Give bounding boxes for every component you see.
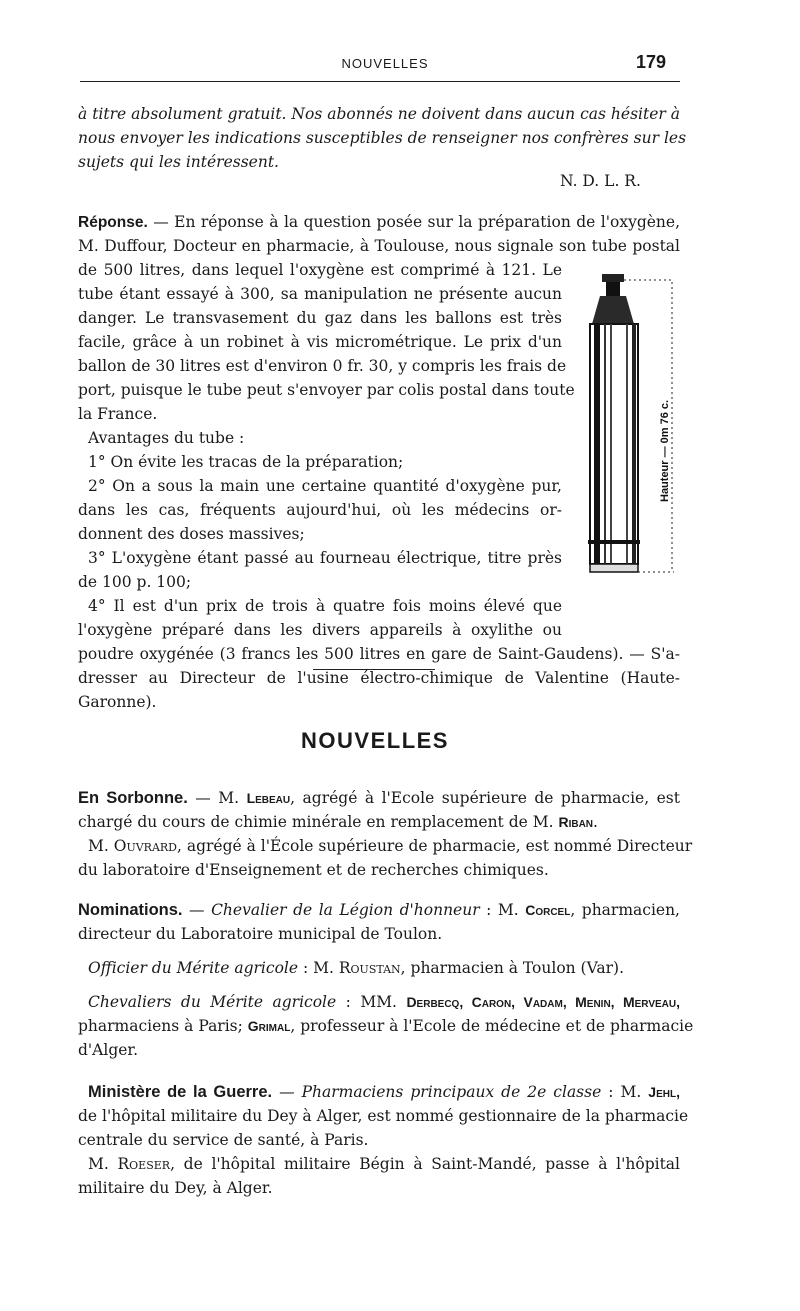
section-divider [313,669,435,670]
chevaliers-line: pharmaciens à Paris; Grimal, professeur à l'Ecole de médecine et de pharmacie [78,1017,694,1035]
guerre-label: Ministère de la Guerre. [88,1083,273,1101]
reponse-line: l'oxygène préparé dans les divers appareils à oxylithe ou [78,621,562,639]
nominations-label: Nominations. [78,901,183,919]
person-names: Derbecq, Caron, Vadam, Menin, Merveau, [406,994,681,1010]
reponse-line: Réponse. — En réponse à la question posée sur la préparation de l'oxygène, [78,213,680,231]
reponse-line: Garonne). [78,693,157,711]
sorbonne-line: En Sorbonne. — M. Lebeau, agrégé à l'Ecole supérieure de pharmacie, est [78,789,680,807]
reponse-line: danger. Le transvasement du gaz dans les ballons est très [78,309,562,327]
guerre-line: centrale du service de santé, à Paris. [78,1131,369,1149]
person-name: Jehl, [648,1084,680,1100]
intro-line: nous envoyer les indications susceptibles de renseigner nos confrères sur les [78,129,687,147]
reponse-line: de 500 litres, dans lequel l'oxygène est comprimé à 121. Le [78,261,562,279]
header-rule [80,81,680,82]
reponse-line: ballon de 30 litres est d'environ 0 fr. 30, y compris les frais de [78,357,567,375]
nominations-line: directeur du Laboratoire municipal de Toulon. [78,925,443,943]
reponse-line: 1° On évite les tracas de la préparation; [88,453,404,471]
reponse-line: facile, grâce à un robinet à vis micrométrique. Le prix d'un [78,333,562,351]
running-header: NOUVELLES [341,56,429,71]
person-name: Lebeau [246,790,291,806]
reponse-line: la France. [78,405,158,423]
oxygen-tube-figure [576,272,680,582]
person-name: Roustan [338,959,401,977]
reponse-label: Réponse. [78,214,148,231]
sorbonne-label: En Sorbonne. [78,789,188,807]
officier-line: Officier du Mérite agricole : M. Roustan, pharmacien à Toulon (Var). [88,959,624,977]
person-name: Riban [558,814,594,830]
reponse-line: 4° Il est d'un prix de trois à quatre fois moins élevé que [88,597,562,615]
reponse-line: donnent des doses massives; [78,525,305,543]
guerre-line: militaire du Dey, à Alger. [78,1179,273,1197]
sorbonne-line: M. Ouvrard, agrégé à l'École supérieure de pharmacie, est nommé Directeur [88,837,693,855]
person-name: Ouvrard [113,837,177,855]
reponse-line: 3° L'oxygène étant passé au fourneau électrique, titre près [88,549,562,567]
reponse-line: M. Duffour, Docteur en pharmacie, à Toulouse, nous signale son tube postal [78,237,680,255]
section-title: NOUVELLES [301,728,449,753]
reponse-line: poudre oxygénée (3 francs les 500 litres en gare de Saint-Gaudens). — S'a- [78,645,680,663]
sorbonne-line: du laboratoire d'Enseignement et de recherches chimiques. [78,861,549,879]
guerre-line: de l'hôpital militaire du Dey à Alger, est nommé gestionnaire de la pharmacie [78,1107,689,1125]
page-number: 179 [636,52,667,72]
reponse-line: dans les cas, fréquents aujourd'hui, où les médecins or- [78,501,562,519]
person-name: Roeser [117,1155,171,1173]
reponse-line: 2° On a sous la main une certaine quantité d'oxygène pur, [88,477,562,495]
reponse-line: dresser au Directeur de l'usine électro-chimique de Valentine (Haute- [78,669,680,687]
reponse-line: Avantages du tube : [88,429,245,447]
reponse-line: tube étant essayé à 300, sa manipulation ne présente aucun [78,285,562,303]
guerre-line: M. Roeser, de l'hôpital militaire Bégin à Saint-Mandé, passe à l'hôpital [88,1155,680,1173]
editor-signature: N. D. L. R. [560,172,641,190]
reponse-line: de 100 p. 100; [78,573,192,591]
person-name: Grimal [247,1018,291,1034]
nominations-line: Nominations. — Chevalier de la Légion d'honneur : M. Corcel, pharmacien, [78,901,680,919]
reponse-line: port, puisque le tube peut s'envoyer par colis postal dans toute [78,381,575,399]
chevaliers-line: d'Alger. [78,1041,139,1059]
person-name: Corcel [525,902,571,918]
intro-line: sujets qui les intéressent. [78,153,279,171]
chevaliers-line: Chevaliers du Mérite agricole : MM. Derbecq, Caron, Vadam, Menin, Merveau, [88,993,681,1011]
sorbonne-line: chargé du cours de chimie minérale en remplacement de M. Riban. [78,813,598,831]
guerre-line: Ministère de la Guerre. — Pharmaciens principaux de 2e classe : M. Jehl, [88,1083,680,1101]
figure-height-label: Hauteur — 0m 76 c. [659,399,671,502]
intro-line: à titre absolument gratuit. Nos abonnés ne doivent dans aucun cas hésiter à [78,105,680,123]
